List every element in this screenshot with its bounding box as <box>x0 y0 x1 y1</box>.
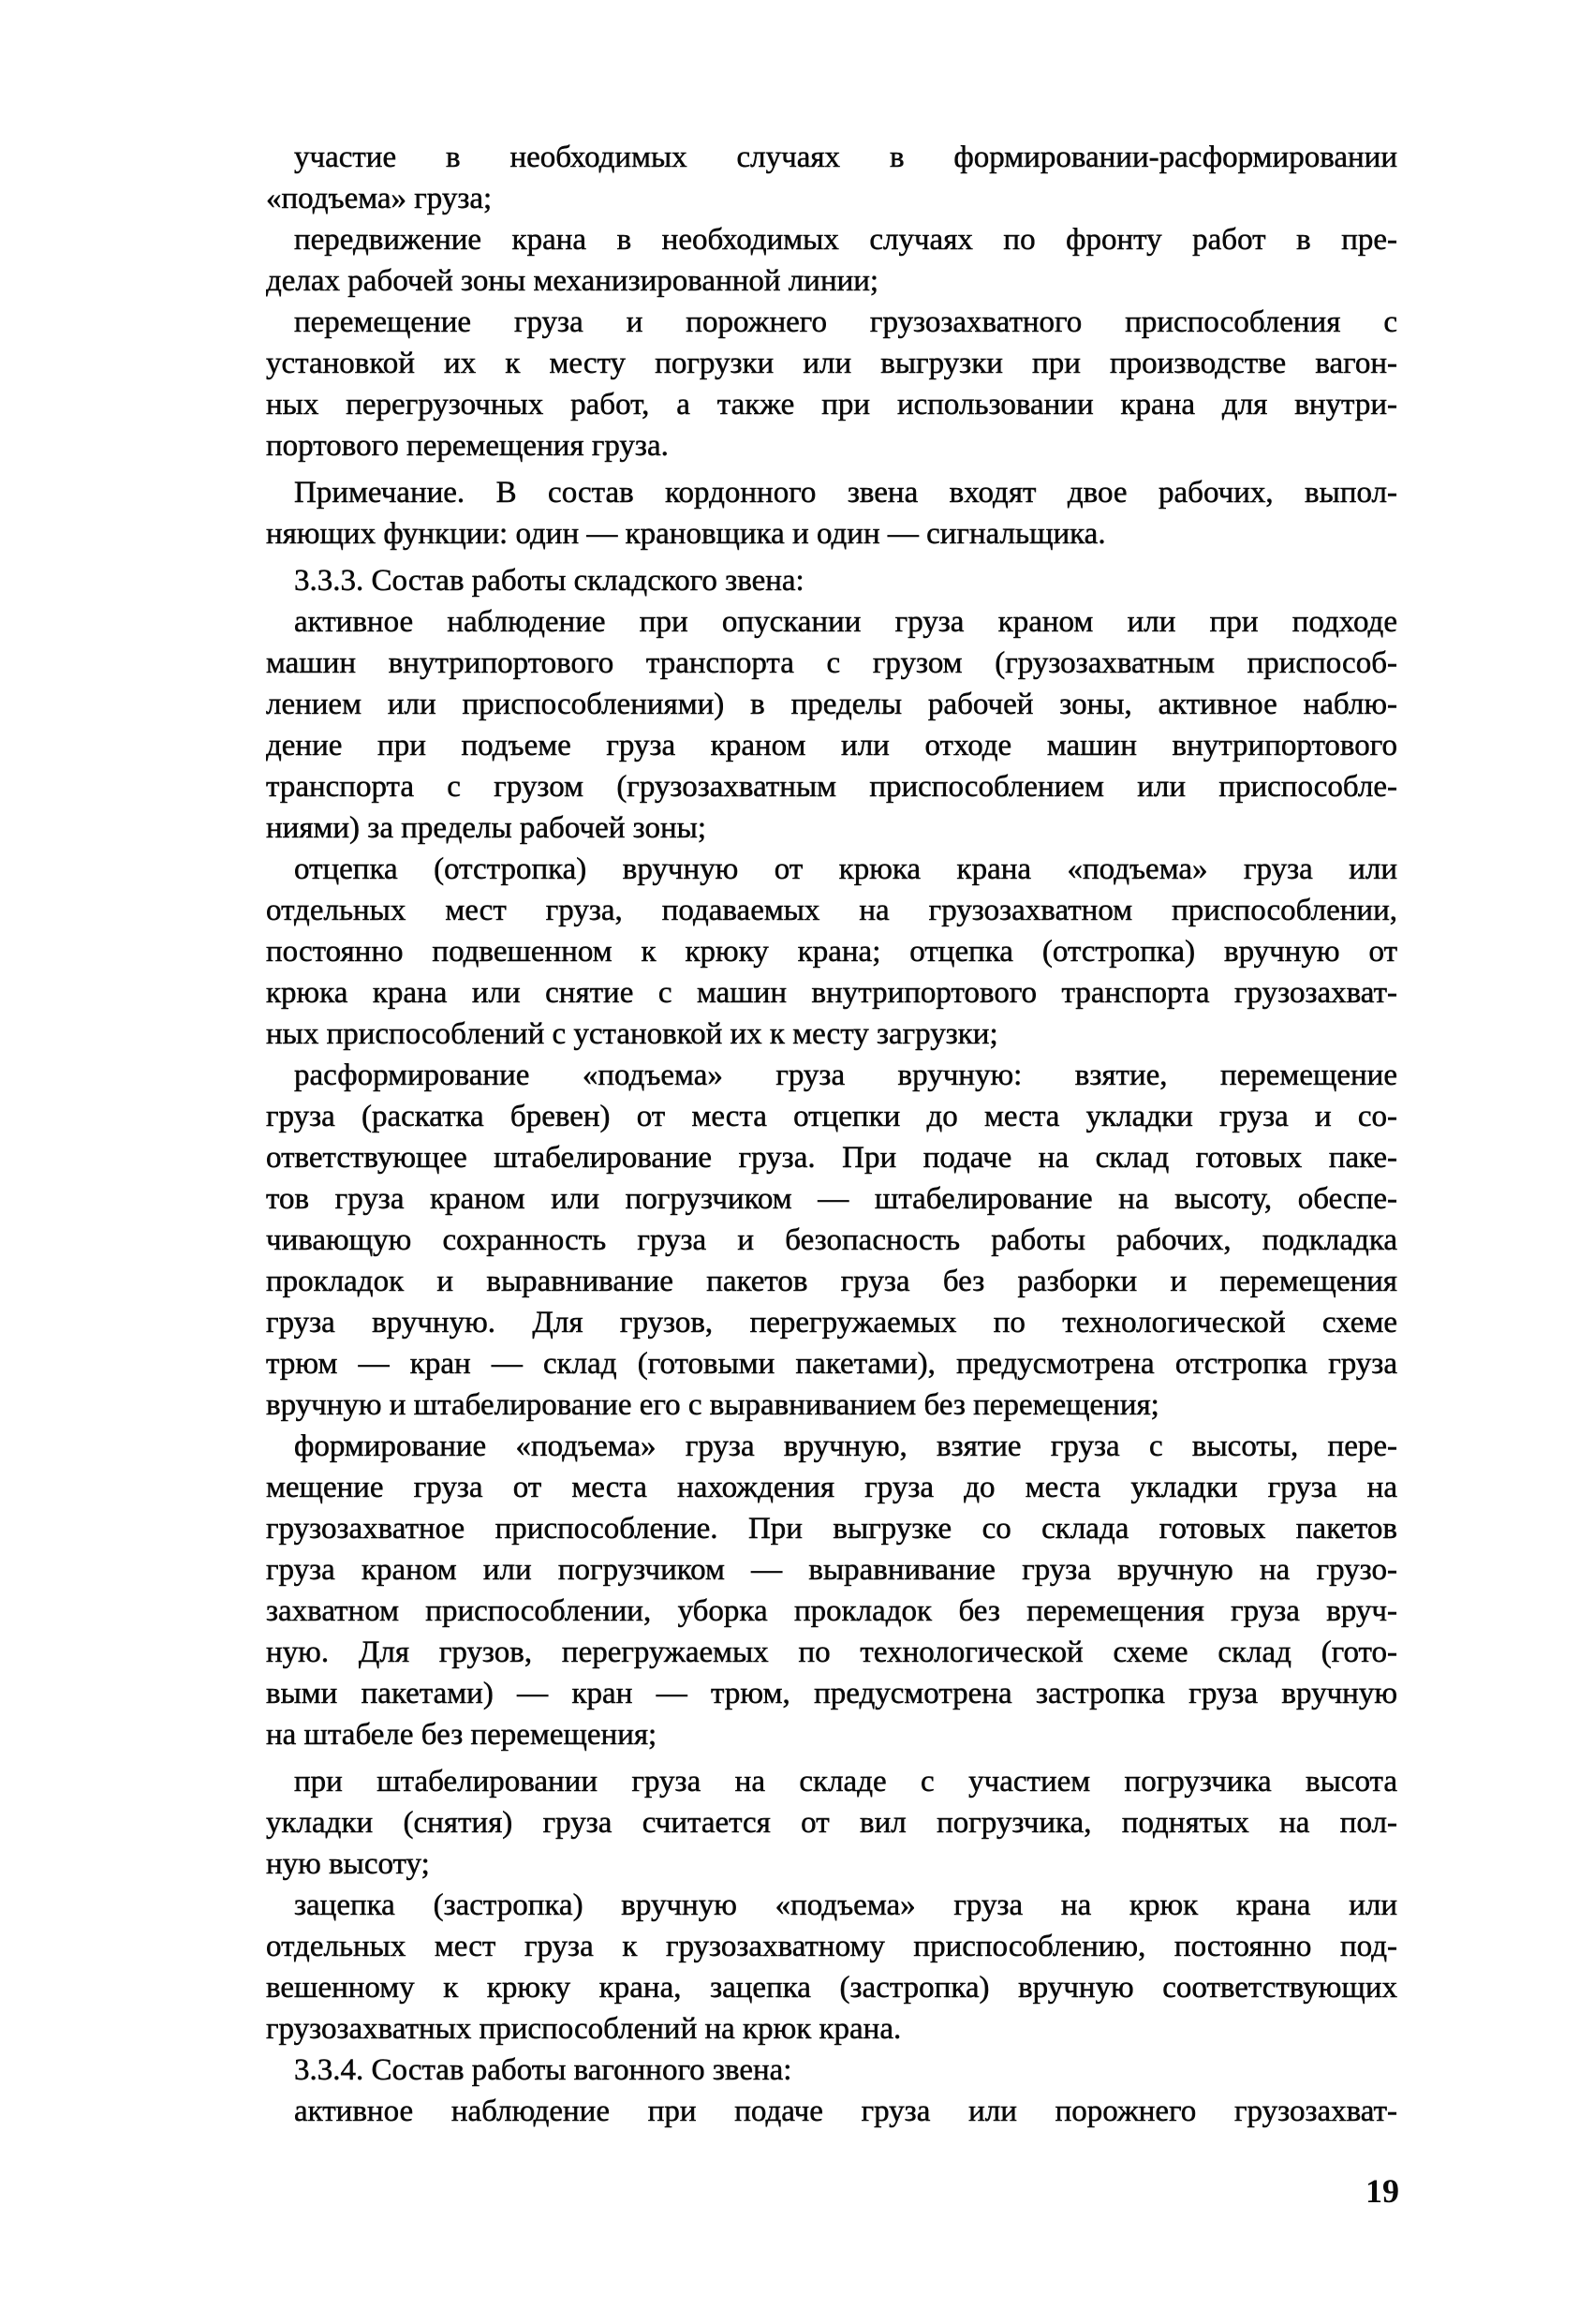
text-line: участие в необходимых случаях в формировании-расформировании <box>294 141 1397 174</box>
text-line: установкой их к месту погрузки или выгрузки при производстве вагон- <box>266 347 1397 380</box>
text-line: ную высоту; <box>266 1847 430 1881</box>
text-line: укладки (снятия) груза считается от вил погрузчика, поднятых на пол- <box>266 1806 1397 1840</box>
text-line: делах рабочей зоны механизированной линии; <box>266 264 879 298</box>
text-line: няющих функции: один — крановщика и один — сигнальщика. <box>266 517 1106 551</box>
text-line: дение при подъеме груза краном или отходе машин внутрипортового <box>266 729 1397 762</box>
text-line: груза краном или погрузчиком — выравнивание груза вручную на грузо- <box>266 1553 1397 1587</box>
text-line: чивающую сохранность груза и безопасность работы рабочих, подкладка <box>266 1223 1397 1257</box>
text-line: активное наблюдение при опускании груза краном или при подходе <box>294 605 1397 639</box>
text-line: машин внутрипортового транспорта с грузом (грузозахватным приспособ- <box>266 646 1397 680</box>
text-line: портового перемещения груза. <box>266 429 669 463</box>
text-line: ответствующее штабелирование груза. При подаче на склад готовых паке- <box>266 1141 1397 1175</box>
text-line: лением или приспособлениями) в пределы рабочей зоны, активное наблю- <box>266 688 1397 721</box>
text-line: Примечание. В состав кордонного звена входят двое рабочих, выпол- <box>294 476 1397 510</box>
text-line: расформирование «подъема» груза вручную: взятие, перемещение <box>294 1058 1397 1092</box>
text-line: 3.3.4. Состав работы вагонного звена: <box>294 2053 792 2087</box>
text-line: «подъема» груза; <box>266 182 493 215</box>
text-line: отдельных мест груза, подаваемых на грузозахватном приспособлении, <box>266 894 1397 927</box>
text-line: перемещение груза и порожнего грузозахватного приспособления с <box>294 305 1397 339</box>
text-line: ных приспособлений с установкой их к месту загрузки; <box>266 1017 998 1051</box>
text-line: грузозахватное приспособление. При выгрузке со склада готовых пакетов <box>266 1512 1397 1546</box>
text-line: вручную и штабелирование его с выравниванием без перемещения; <box>266 1388 1159 1422</box>
text-line: прокладок и выравнивание пакетов груза без разборки и перемещения <box>266 1265 1397 1298</box>
page-number: 19 <box>1365 2172 1399 2210</box>
text-line: на штабеле без перемещения; <box>266 1718 657 1752</box>
text-line: захватном приспособлении, уборка прокладок без перемещения груза вруч- <box>266 1594 1397 1628</box>
text-line: передвижение крана в необходимых случаях по фронту работ в пре- <box>294 223 1397 257</box>
text-line: отцепка (отстропка) вручную от крюка крана «подъема» груза или <box>294 852 1397 886</box>
text-line: груза (раскатка бревен) от места отцепки до места укладки груза и со- <box>266 1100 1397 1133</box>
text-line: груза вручную. Для грузов, перегружаемых по технологической схеме <box>266 1306 1397 1340</box>
text-line: формирование «подъема» груза вручную, взятие груза с высоты, пере- <box>294 1429 1397 1463</box>
text-line: выми пакетами) — кран — трюм, предусмотрена застропка груза вручную <box>266 1677 1397 1710</box>
text-line: трюм — кран — склад (готовыми пакетами), предусмотрена отстропка груза <box>266 1347 1397 1381</box>
text-line: тов груза краном или погрузчиком — штабелирование на высоту, обеспе- <box>266 1182 1397 1216</box>
text-line: 3.3.3. Состав работы складского звена: <box>294 564 804 598</box>
text-line: ниями) за пределы рабочей зоны; <box>266 811 706 845</box>
document-body <box>266 137 1397 2132</box>
text-line: зацепка (застропка) вручную «подъема» груза на крюк крана или <box>294 1888 1397 1922</box>
text-line: вешенному к крюку крана, зацепка (застропка) вручную соответствующих <box>266 1971 1397 2005</box>
text-line: грузозахватных приспособлений на крюк крана. <box>266 2012 902 2046</box>
text-line: при штабелировании груза на складе с участием погрузчика высота <box>294 1765 1397 1799</box>
text-line: ную. Для грузов, перегружаемых по технологической схеме склад (гото- <box>266 1636 1397 1669</box>
text-line: ных перегрузочных работ, а также при использовании крана для внутри- <box>266 388 1397 422</box>
text-line: мещение груза от места нахождения груза до места укладки груза на <box>266 1471 1397 1504</box>
text-line: активное наблюдение при подаче груза или порожнего грузозахват- <box>294 2095 1397 2128</box>
text-line: постоянно подвешенном к крюку крана; отцепка (отстропка) вручную от <box>266 935 1397 969</box>
text-line: крюка крана или снятие с машин внутрипортового транспорта грузозахват- <box>266 976 1397 1010</box>
text-line: отдельных мест груза к грузозахватному приспособлению, постоянно под- <box>266 1930 1397 1963</box>
text-line: транспорта с грузом (грузозахватным приспособлением или приспособле- <box>266 770 1397 804</box>
